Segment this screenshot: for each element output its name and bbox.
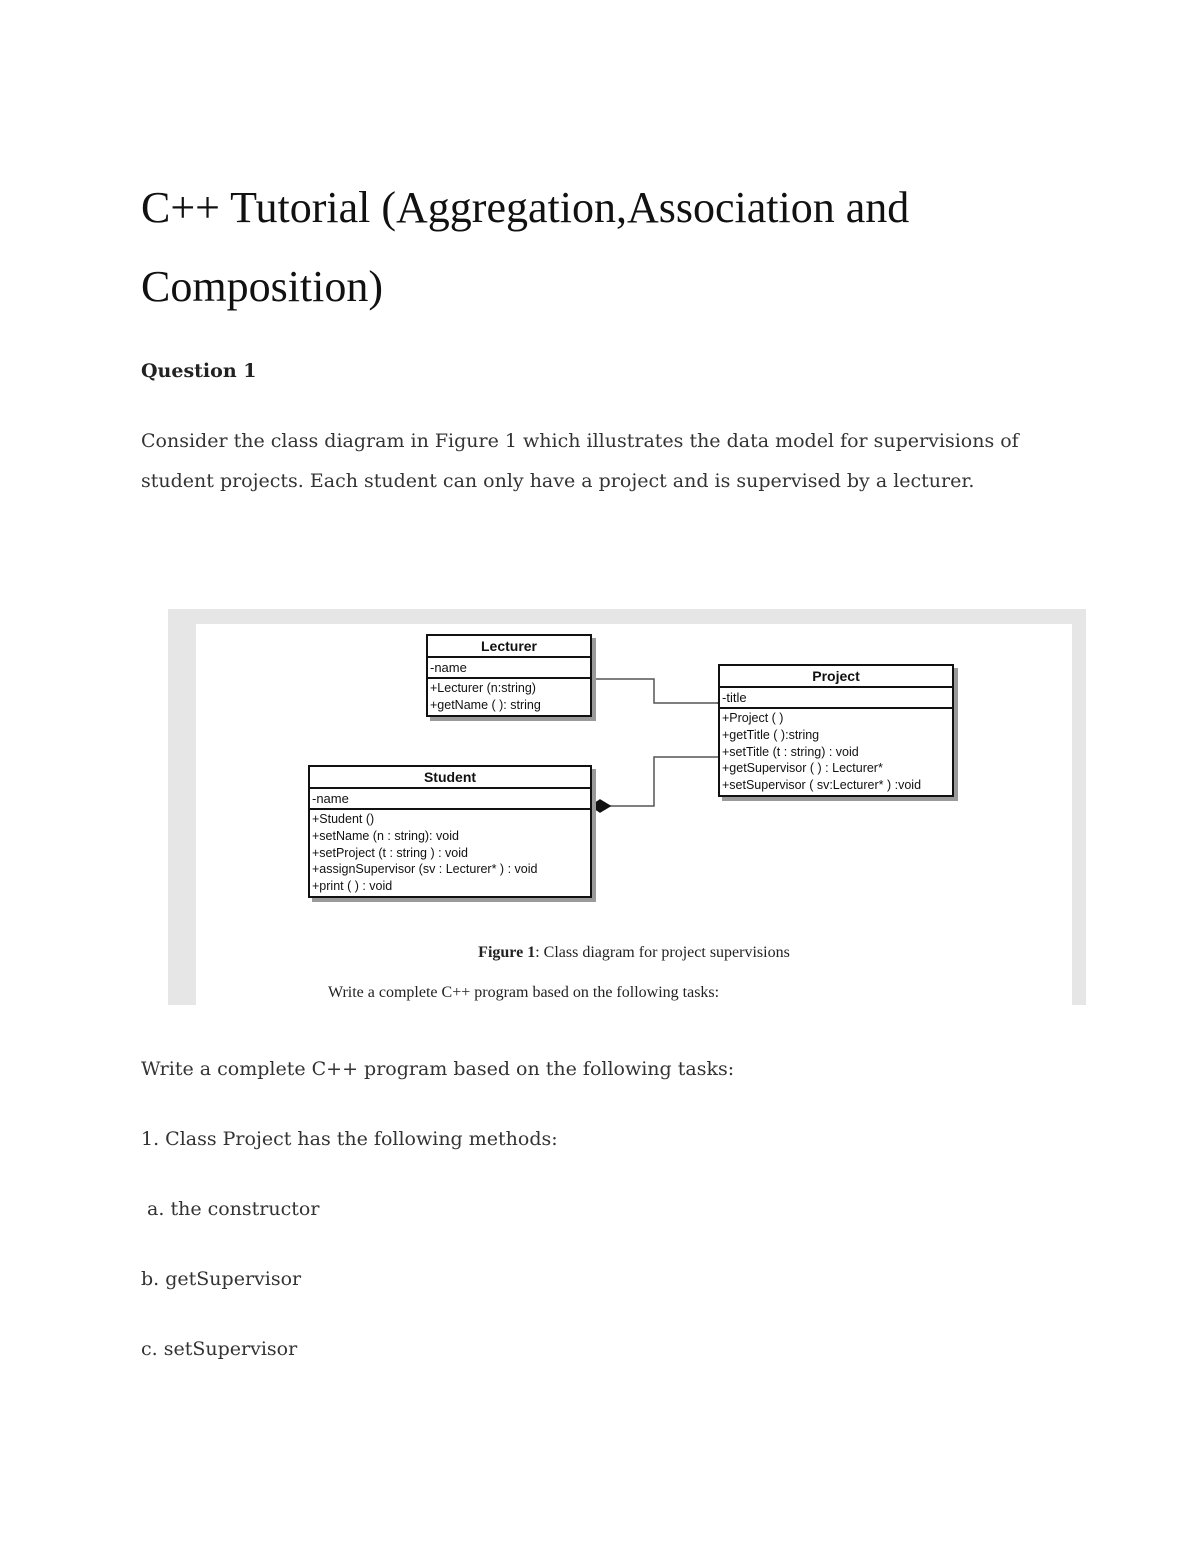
project-attribute: -title	[722, 690, 747, 705]
lecturer-attributes	[428, 658, 590, 679]
class-diagram	[196, 624, 1072, 1005]
figure-caption-label: Figure 1	[478, 944, 536, 961]
task-item-1a: a. the constructor	[141, 1198, 320, 1220]
project-operation: +setTitle (t : string) : void	[722, 744, 859, 759]
project-attributes	[720, 688, 952, 709]
student-operations	[310, 810, 590, 896]
project-operations	[720, 709, 952, 795]
student-attribute: -name	[312, 791, 349, 806]
student-operation: +print ( ) : void	[312, 879, 393, 894]
student-operation: +setName (n : string): void	[312, 828, 459, 843]
lecturer-operation: +Lecturer (n:string)	[430, 681, 536, 695]
figure-1-image	[168, 609, 1086, 1005]
task-item-1c: c. setSupervisor	[141, 1338, 298, 1360]
student-operation: +Student ()	[312, 812, 375, 826]
lecturer-attribute: -name	[430, 660, 467, 675]
figure-caption-text: : Class diagram for project supervisions	[535, 944, 790, 961]
lecturer-operations	[428, 679, 590, 715]
project-operation: +Project ( )	[722, 711, 784, 725]
project-class	[718, 664, 954, 797]
project-class-name: Project	[720, 666, 952, 688]
task-intro: Write a complete C++ program based on the following tasks:	[141, 1058, 735, 1080]
figure-caption	[196, 944, 1072, 962]
student-operation: +assignSupervisor (sv : Lecturer* ) : void	[312, 862, 538, 877]
task-item-1: 1. Class Project has the following methods:	[141, 1128, 558, 1150]
project-operation: +setSupervisor ( sv:Lecturer* ) :void	[722, 778, 922, 793]
project-operation: +getSupervisor ( ) : Lecturer*	[722, 761, 883, 776]
lecturer-class-name: Lecturer	[428, 636, 590, 658]
student-class-name: Student	[310, 767, 590, 789]
lecturer-class	[426, 634, 592, 717]
composition-diamond-icon	[591, 800, 610, 812]
question-heading: Question 1	[141, 360, 257, 382]
intro-paragraph: Consider the class diagram in Figure 1 which illustrates the data model for supervisions of student projects. Each student can only have a project and is supervised by a lecturer.	[141, 430, 1019, 492]
document-title: C++ Tutorial (Aggregation,Association and Composition)	[141, 183, 910, 311]
project-operation: +getTitle ( ):string	[722, 727, 820, 742]
figure-note: Write a complete C++ program based on the following tasks:	[328, 984, 720, 1001]
student-operation: +setProject (t : string ) : void	[312, 845, 468, 860]
task-item-1b: b. getSupervisor	[141, 1268, 302, 1290]
student-attributes	[310, 789, 590, 810]
student-class	[308, 765, 592, 898]
aggregation-line	[592, 679, 718, 703]
lecturer-operation: +getName ( ): string	[430, 697, 541, 712]
